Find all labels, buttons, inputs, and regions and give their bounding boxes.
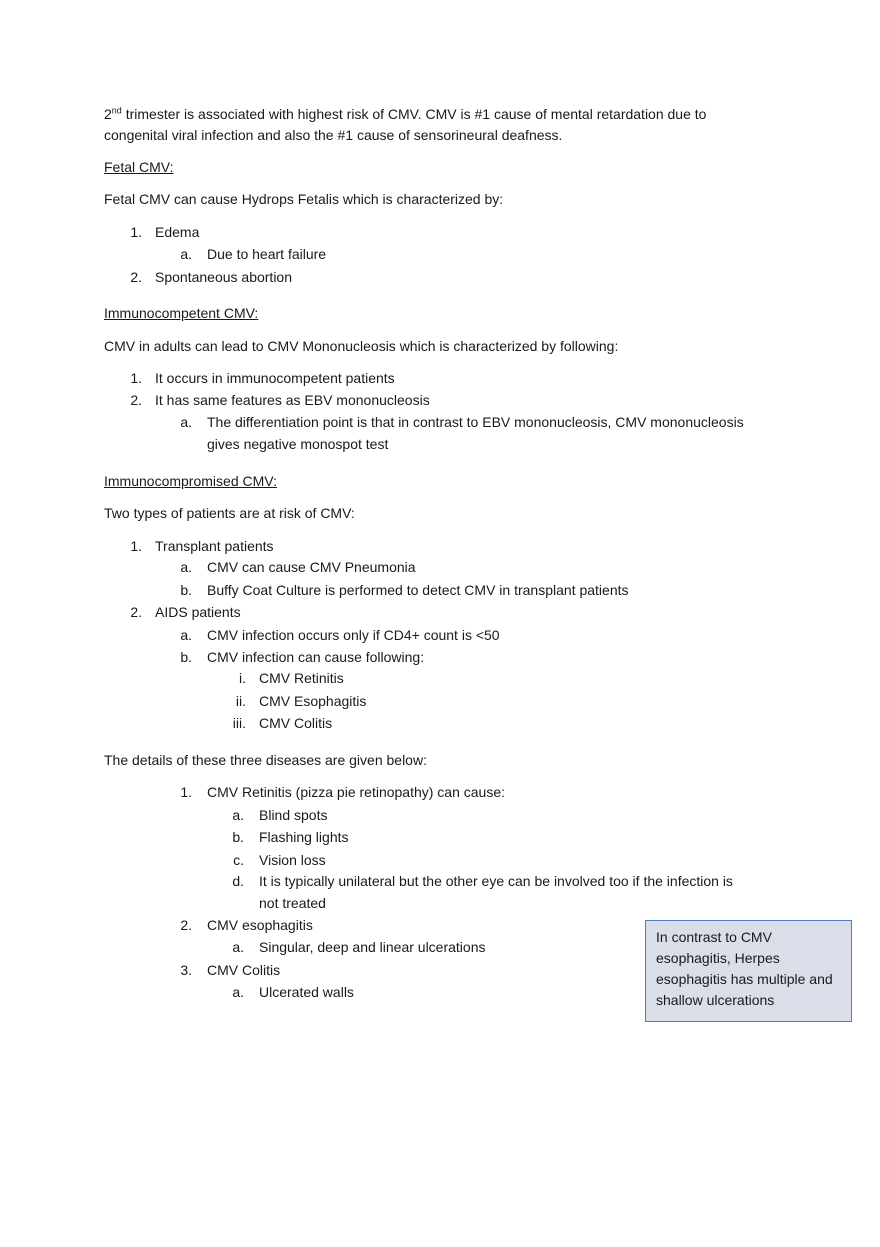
list-item: It has same features as EBV mononucleosis xyxy=(155,392,430,408)
callout-box xyxy=(645,920,852,1022)
fetal-heading: Fetal CMV: xyxy=(104,159,174,175)
list-item: CMV Retinitis xyxy=(259,670,344,686)
list-item: CMV Esophagitis xyxy=(259,693,367,709)
list-item-continuation: gives negative monospot test xyxy=(207,436,389,452)
immunocompromised-heading: Immunocompromised CMV: xyxy=(104,473,277,489)
callout-line: shallow ulcerations xyxy=(656,992,775,1008)
list-item: Buffy Coat Culture is performed to detect CMV in transplant patients xyxy=(207,582,629,598)
list-item: It is typically unilateral but the other eye can be involved too if the infection is xyxy=(259,873,733,889)
list-item: CMV can cause CMV Pneumonia xyxy=(207,559,416,575)
intro-line-2: congenital viral infection and also the #1 cause of sensorineural deafness. xyxy=(104,127,563,143)
list-item: Edema xyxy=(155,224,200,240)
list-marker: a. xyxy=(232,807,244,823)
list-marker: a. xyxy=(180,246,192,262)
callout-line: In contrast to CMV xyxy=(656,929,772,945)
list-item: AIDS patients xyxy=(155,604,241,620)
list-marker: b. xyxy=(180,649,192,665)
list-marker: 1. xyxy=(130,224,142,240)
list-marker: 2. xyxy=(130,269,142,285)
list-marker: 1. xyxy=(130,538,142,554)
list-marker: a. xyxy=(232,984,244,1000)
list-item: Vision loss xyxy=(259,852,326,868)
immunocompromised-intro: Two types of patients are at risk of CMV: xyxy=(104,505,355,521)
list-item: CMV infection can cause following: xyxy=(207,649,425,665)
list-marker: d. xyxy=(232,873,244,889)
immunocompetent-intro: CMV in adults can lead to CMV Mononucleosis which is characterized by following: xyxy=(104,338,619,354)
list-item: Flashing lights xyxy=(259,829,349,845)
list-item: CMV infection occurs only if CD4+ count is <50 xyxy=(207,627,500,643)
list-marker: a. xyxy=(180,627,192,643)
list-item: Singular, deep and linear ulcerations xyxy=(259,939,486,955)
list-item: Spontaneous abortion xyxy=(155,269,292,285)
list-marker: b. xyxy=(232,829,244,845)
list-item: CMV Retinitis (pizza pie retinopathy) can cause: xyxy=(207,784,506,800)
list-item: CMV Colitis xyxy=(207,962,281,978)
list-marker: ii. xyxy=(235,693,246,709)
list-item: Blind spots xyxy=(259,807,328,823)
list-item: CMV Colitis xyxy=(259,715,333,731)
list-marker: 2. xyxy=(180,917,192,933)
list-marker: c. xyxy=(233,852,244,868)
list-marker: 2. xyxy=(130,604,142,620)
list-marker: 1. xyxy=(130,370,142,386)
fetal-intro: Fetal CMV can cause Hydrops Fetalis which is characterized by: xyxy=(104,191,504,207)
callout-line: esophagitis, Herpes xyxy=(656,950,780,966)
list-item-continuation: not treated xyxy=(259,895,326,911)
list-item: Due to heart failure xyxy=(207,246,327,262)
list-marker: i. xyxy=(239,670,246,686)
list-item: Transplant patients xyxy=(155,538,274,554)
list-marker: 1. xyxy=(180,784,192,800)
list-item: Ulcerated walls xyxy=(259,984,354,1000)
list-item: It occurs in immunocompetent patients xyxy=(155,370,395,386)
list-marker: a. xyxy=(180,559,192,575)
list-item: CMV esophagitis xyxy=(207,917,313,933)
list-marker: 3. xyxy=(180,962,192,978)
list-item: The differentiation point is that in contrast to EBV mononucleosis, CMV mononucleosis xyxy=(207,414,744,430)
list-marker: iii. xyxy=(232,715,246,731)
details-intro: The details of these three diseases are given below: xyxy=(104,752,427,768)
callout-line: esophagitis has multiple and xyxy=(656,971,833,987)
list-marker: 2. xyxy=(130,392,142,408)
intro-line-1: 2nd trimester is associated with highest risk of CMV. CMV is #1 cause of mental retardation due to xyxy=(104,105,707,122)
immunocompetent-heading: Immunocompetent CMV: xyxy=(104,305,259,321)
list-marker: a. xyxy=(180,414,192,430)
list-marker: a. xyxy=(232,939,244,955)
list-marker: b. xyxy=(180,582,192,598)
